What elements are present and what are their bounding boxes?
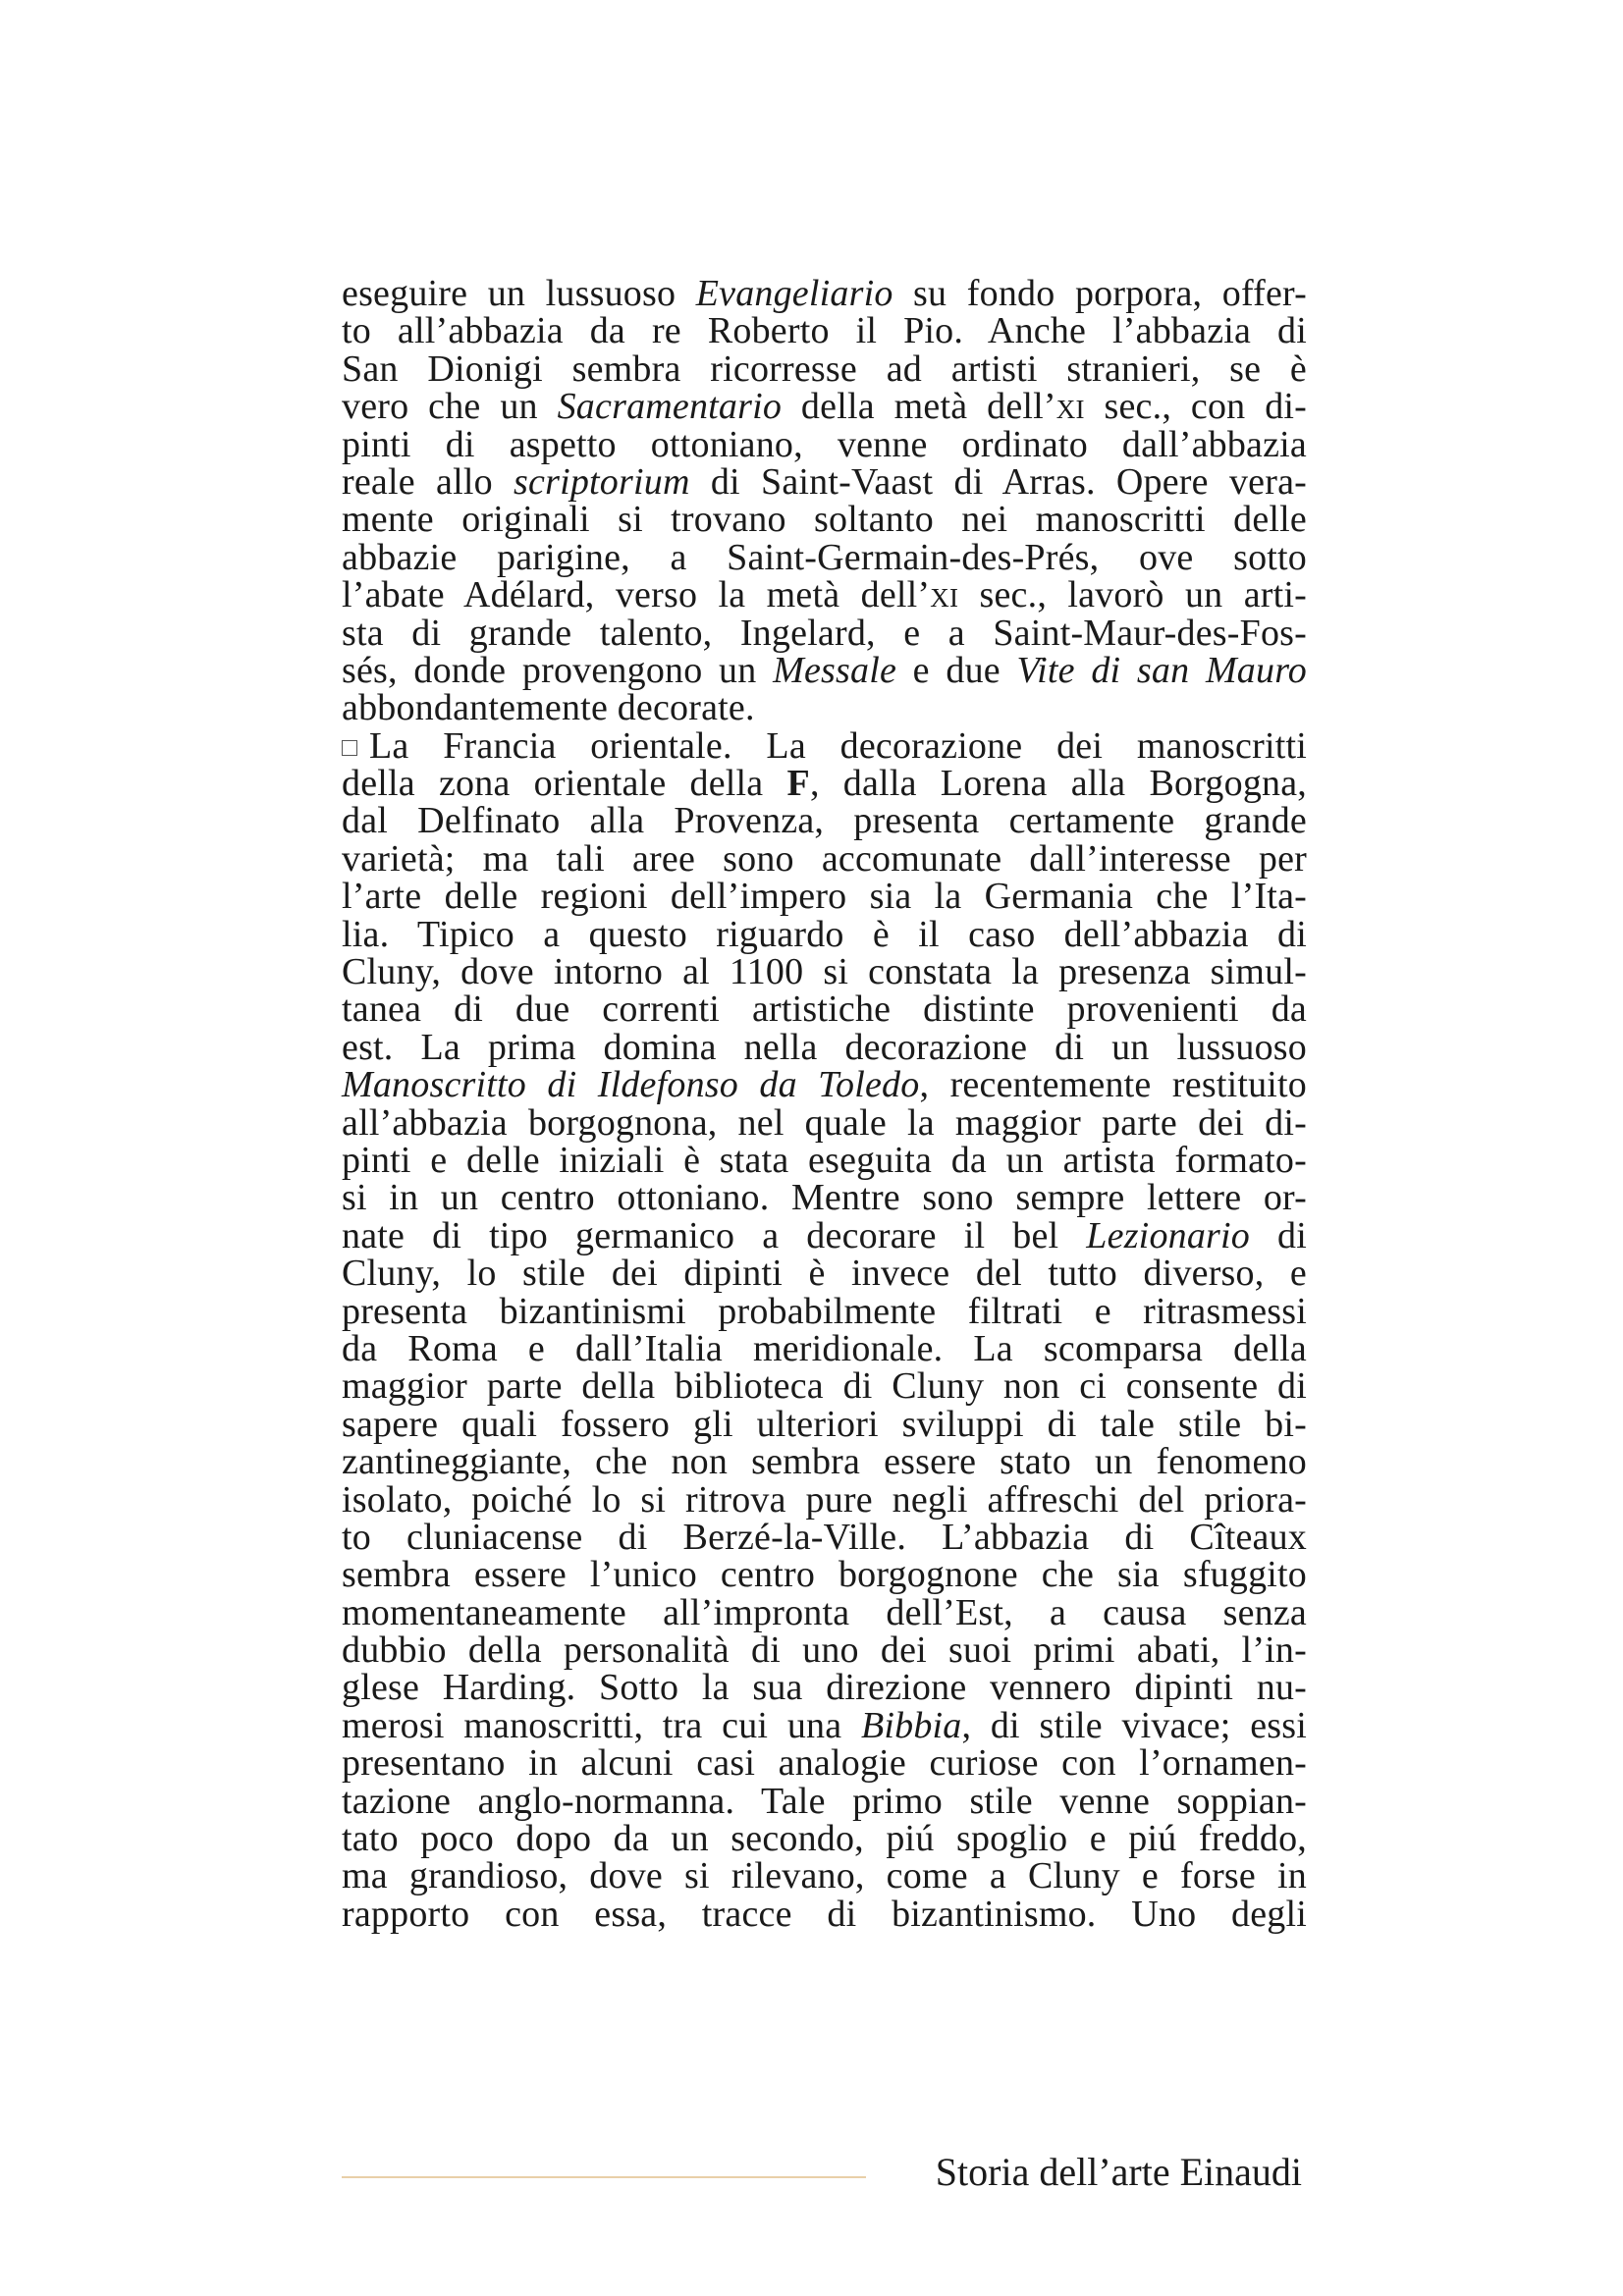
text-run: est. La prima domina nella decorazione di un lussuoso: [342, 1026, 1307, 1068]
footer-rule: [342, 2176, 866, 2178]
text-line: [342, 1101, 1307, 1144]
text-run: zantineggiante, che non sembra essere stato un fenomeno: [342, 1441, 1307, 1483]
text-run: pinti di aspetto ottoniano, venne ordinato dall’abbazia: [342, 423, 1307, 465]
text-line: [342, 724, 1307, 767]
text-line: [342, 310, 1307, 352]
text-line: [342, 1403, 1307, 1445]
text-run: F: [786, 763, 810, 805]
text-run: Vite di san Mauro: [1016, 649, 1307, 691]
text-line: [342, 1139, 1307, 1181]
text-run: mente originali si trovano soltanto nei manoscritti delle: [342, 499, 1307, 541]
text-line: [342, 1441, 1307, 1483]
text-line: [342, 1516, 1307, 1558]
text-line: [342, 913, 1307, 955]
footer-title: Storia dell’arte Einaudi: [935, 2150, 1302, 2194]
text-run: xi: [1055, 386, 1085, 428]
text-run: sec., lavorò un arti-: [958, 574, 1307, 616]
text-run: momentaneamente all’impronta dell’Est, a causa senza: [342, 1591, 1307, 1633]
text-run: varietà; ma tali aree sono accomunate dall’interesse per: [342, 837, 1307, 880]
text-run: rapporto con essa, tracce di bizantinismo. Uno degli: [342, 1893, 1307, 1935]
text-run: vero che un: [342, 386, 558, 428]
text-run: abbondantemente decorate.: [342, 687, 755, 729]
text-run: pinti e delle iniziali è stata eseguita da un artista formato-: [342, 1139, 1307, 1181]
text-line: [342, 614, 1307, 652]
text-run: merosi manoscritti, tra cui una: [342, 1704, 861, 1746]
text-line: [342, 1253, 1307, 1295]
text-line: [342, 1591, 1307, 1633]
text-line: [342, 763, 1307, 805]
text-run: sés, donde provengono un: [342, 649, 774, 691]
text-run: abbazie parigine, a Saint-Germain-des-Prés, ove sotto: [342, 536, 1307, 578]
text-run: xi: [930, 574, 959, 616]
text-line: [342, 1667, 1307, 1709]
text-run: Cluny, lo stile dei dipinti è invece del tutto diverso, e: [342, 1253, 1307, 1295]
text-line: [342, 1857, 1307, 1895]
text-line: [342, 499, 1307, 541]
text-run: , recentemente restituito: [919, 1064, 1308, 1106]
text-line: [342, 1893, 1307, 1935]
text-run: della zona orientale della: [342, 763, 787, 805]
text-line: [342, 1290, 1307, 1332]
text-run: Sacramentario: [557, 386, 783, 428]
text-line: [342, 1327, 1307, 1369]
text-line: [342, 460, 1307, 503]
body-text: [342, 275, 1307, 1933]
text-line: [342, 347, 1307, 390]
text-line: [342, 1629, 1307, 1672]
text-run: dal Delfinato alla Provenza, presenta certamente grande: [342, 800, 1307, 842]
text-run: di: [1250, 1214, 1307, 1256]
text-run: e due: [896, 649, 1017, 691]
text-line: [342, 649, 1307, 691]
text-line: [342, 876, 1307, 918]
text-run: di Saint-Vaast di Arras. Opere vera-: [689, 460, 1307, 503]
text-run: , dalla Lorena alla Borgogna,: [809, 763, 1307, 805]
text-run: sec., con di-: [1084, 386, 1308, 428]
text-line: [342, 536, 1307, 578]
text-run: Manoscritto di Ildefonso da Toledo: [342, 1064, 920, 1106]
text-line: [342, 576, 1307, 614]
text-run: maggior parte della biblioteca di Cluny non ci consente di: [342, 1365, 1307, 1408]
text-line: [342, 1742, 1307, 1785]
text-run: Evangeliario: [695, 273, 893, 314]
text-run: dubbio della personalità di uno dei suoi primi abati, l’in-: [342, 1629, 1307, 1672]
text-run: lia. Tipico a questo riguardo è il caso dell’abbazia di: [342, 913, 1307, 955]
text-line: [342, 275, 1307, 312]
text-run: l’arte delle regioni dell’impero sia la Germania che l’Ita-: [342, 876, 1307, 918]
text-line: [342, 1818, 1307, 1860]
square-bullet-icon: [342, 740, 357, 756]
text-run: presentano in alcuni casi analogie curiose con l’ornamen-: [342, 1742, 1307, 1785]
text-line: [342, 1177, 1307, 1219]
text-run: isolato, poiché lo si ritrova pure negli affreschi del priora-: [342, 1478, 1307, 1521]
page-footer: [342, 2140, 1307, 2199]
text-line: [342, 800, 1307, 842]
text-line: [342, 1780, 1307, 1822]
text-run: eseguire un lussuoso: [342, 273, 696, 314]
text-line: [342, 1704, 1308, 1746]
text-line: [342, 1064, 1308, 1106]
text-run: to cluniacense di Berzé-la-Ville. L’abbazia di Cîteaux: [342, 1516, 1307, 1558]
text-run: San Dionigi sembra ricorresse ad artisti stranieri, se è: [342, 347, 1307, 390]
text-line: [342, 1214, 1307, 1256]
text-run: reale allo: [342, 460, 514, 503]
text-run: La Francia orientale. La decorazione dei manoscritti: [369, 724, 1307, 767]
text-run: presenta bizantinismi probabilmente filtrati e ritrasmessi: [342, 1290, 1307, 1332]
text-run: da Roma e dall’Italia meridionale. La scomparsa della: [342, 1327, 1307, 1369]
text-run: Lezionario: [1086, 1214, 1250, 1256]
text-line: [342, 386, 1308, 428]
text-run: all’abbazia borgognona, nel quale la maggior parte dei di-: [342, 1101, 1307, 1144]
text-line: [342, 1478, 1307, 1521]
text-run: nate di tipo germanico a decorare il bel: [342, 1214, 1087, 1256]
text-run: glese Harding. Sotto la sua direzione vennero dipinti nu-: [342, 1667, 1307, 1709]
text-line: [342, 951, 1307, 993]
text-run: l’abate Adélard, verso la metà dell’: [342, 574, 931, 616]
text-run: della metà dell’: [782, 386, 1056, 428]
text-run: tanea di due correnti artistiche distinte provenienti da: [342, 988, 1307, 1031]
text-line: [342, 1365, 1307, 1408]
text-line: [342, 423, 1307, 465]
text-run: Bibbia: [860, 1704, 962, 1746]
text-line: [342, 988, 1307, 1031]
text-run: scriptorium: [514, 460, 690, 503]
text-run: tazione anglo-normanna. Tale primo stile venne soppian-: [342, 1780, 1307, 1822]
text-line: [342, 1554, 1307, 1596]
text-line: [342, 837, 1307, 880]
text-line: [342, 1026, 1307, 1068]
text-run: su fondo porpora, offer-: [893, 273, 1307, 314]
text-run: Messale: [773, 649, 897, 691]
text-line: [342, 687, 1307, 729]
text-run: tato poco dopo da un secondo, piú spoglio e piú freddo,: [342, 1818, 1307, 1860]
text-run: sapere quali fossero gli ulteriori sviluppi di tale stile bi-: [342, 1403, 1307, 1445]
text-run: si in un centro ottoniano. Mentre sono sempre lettere or-: [342, 1177, 1307, 1219]
text-run: sembra essere l’unico centro borgognone che sia sfuggito: [342, 1554, 1307, 1596]
text-run: to all’abbazia da re Roberto il Pio. Anche l’abbazia di: [342, 310, 1307, 352]
text-run: sta di grande talento, Ingelard, e a Saint-Maur-des-Fos-: [342, 612, 1307, 654]
text-run: ma grandioso, dove si rilevano, come a Cluny e forse in: [342, 1855, 1307, 1897]
text-run: , di stile vivace; essi: [961, 1704, 1308, 1746]
text-run: Cluny, dove intorno al 1100 si constata la presenza simul-: [342, 951, 1307, 993]
